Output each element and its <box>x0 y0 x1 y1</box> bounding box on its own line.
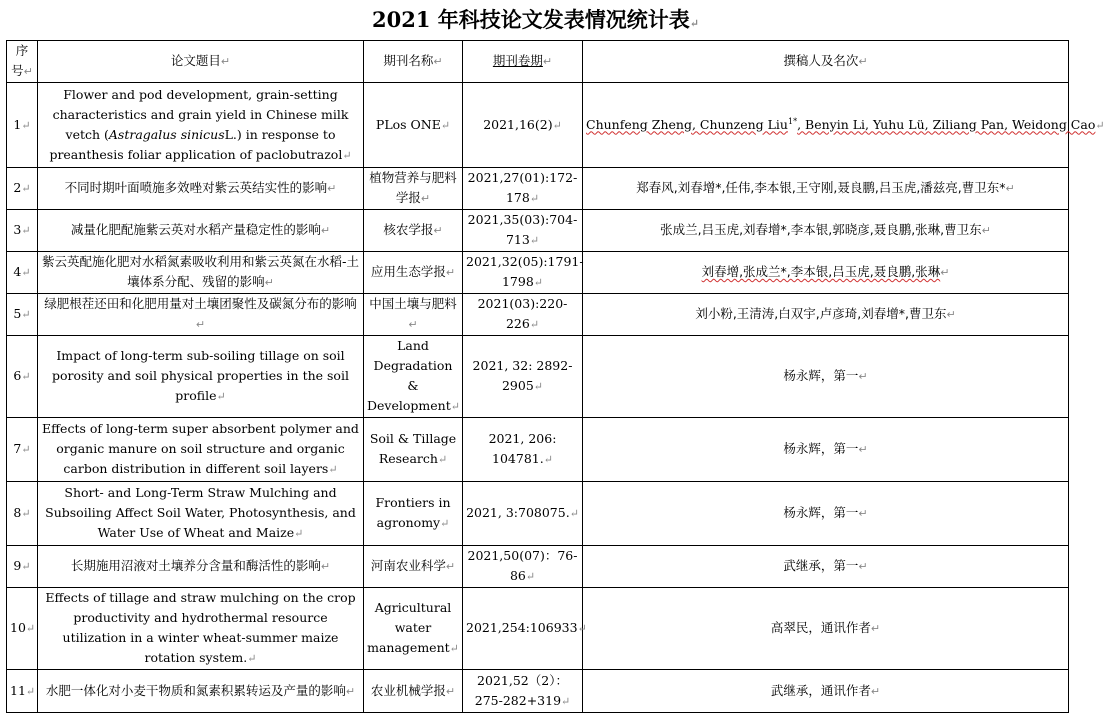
row-authors: 高翠民，通讯作者↵ <box>583 588 1069 670</box>
row-authors: 武继承，通讯作者↵ <box>583 670 1069 713</box>
page-title <box>0 6 1071 38</box>
row-volume: 2021,52（2）：275-282+319↵ <box>463 670 583 713</box>
table-row <box>7 210 1069 252</box>
row-authors: 刘小粉,王清涛,白双宇,卢彦琦,刘春增*,曹卫东↵ <box>583 294 1069 336</box>
table-row <box>7 83 1069 168</box>
table-row <box>7 336 1069 418</box>
row-volume: 2021,16(2)↵ <box>463 83 583 168</box>
table-row <box>7 546 1069 588</box>
header-row <box>7 41 1069 83</box>
return-mark: ↵ <box>689 17 699 30</box>
row-title: Effects of long-term super absorbent polymer and organic manure on soil structure and organic carbon distribution in different soil layers↵ <box>38 418 364 482</box>
row-title: Short- and Long-Term Straw Mulching and Subsoiling Affect Soil Water, Photosynthesis, and Water Use of Wheat and Maize↵ <box>38 482 364 546</box>
table-row <box>7 482 1069 546</box>
row-no: 11↵ <box>7 670 38 713</box>
header-volume: 期刊卷期↵ <box>463 41 583 83</box>
row-volume: 2021, 32: 2892-2905↵ <box>463 336 583 418</box>
row-journal: Frontiers in agronomy↵ <box>364 482 463 546</box>
row-authors: Chunfeng Zheng, Chunzeng Liu$^{1*}$, Benyin Li, Yuhu Lü, Ziliang Pan, Weidong Cao↵ <box>583 83 1069 168</box>
row-journal: Agricultural water management↵ <box>364 588 463 670</box>
row-title: Impact of long-term sub-soiling tillage on soil porosity and soil physical properties in the soil profile↵ <box>38 336 364 418</box>
row-volume: 2021, 3:708075.↵ <box>463 482 583 546</box>
row-journal: 农业机械学报↵ <box>364 670 463 713</box>
row-volume: 2021,50(07)：76-86↵ <box>463 546 583 588</box>
row-authors: 武继承，第一↵ <box>583 546 1069 588</box>
row-title: Flower and pod development, grain-setting characteristics and grain yield in Chinese milk vetch (Astragalus sinicusL.) in response to preanthesis foliar application of paclobutrazol↵ <box>38 83 364 168</box>
row-no: 5↵ <box>7 294 38 336</box>
row-volume: 2021,254:106933↵ <box>463 588 583 670</box>
row-no: 8↵ <box>7 482 38 546</box>
row-journal: Soil & Tillage Research↵ <box>364 418 463 482</box>
header-no: 序号↵ <box>7 41 38 83</box>
header-title: 论文题目↵ <box>38 41 364 83</box>
row-no: 4↵ <box>7 252 38 294</box>
title-text: 2021 年科技论文发表情况统计表 <box>372 7 690 32</box>
row-journal: 植物营养与肥料学报↵ <box>364 168 463 210</box>
row-title: Effects of tillage and straw mulching on the crop productivity and hydrothermal resource utilization in a winter wheat-summer maize rotation system.↵ <box>38 588 364 670</box>
row-volume: 2021,32(05):1791-1798↵ <box>463 252 583 294</box>
row-authors: 杨永辉，第一↵ <box>583 418 1069 482</box>
row-volume: 2021,35(03):704-713↵ <box>463 210 583 252</box>
table-row <box>7 670 1069 713</box>
row-title: 长期施用沼液对土壤养分含量和酶活性的影响↵ <box>38 546 364 588</box>
species-name: Astragalus sinicus <box>108 126 225 142</box>
row-journal: 中国土壤与肥料↵ <box>364 294 463 336</box>
row-title: 绿肥根茬还田和化肥用量对土壤团聚性及碳氮分布的影响↵ <box>38 294 364 336</box>
row-authors: 张成兰,吕玉虎,刘春增*,李本银,郭晓彦,聂良鹏,张琳,曹卫东↵ <box>583 210 1069 252</box>
row-no: 2↵ <box>7 168 38 210</box>
row-no: 9↵ <box>7 546 38 588</box>
table-row <box>7 252 1069 294</box>
table-row <box>7 418 1069 482</box>
row-journal: PLos ONE↵ <box>364 83 463 168</box>
publication-table <box>6 40 1105 713</box>
row-title: 水肥一体化对小麦干物质和氮素积累转运及产量的影响↵ <box>38 670 364 713</box>
row-no: 10↵ <box>7 588 38 670</box>
table-row <box>7 588 1069 670</box>
row-no: 7↵ <box>7 418 38 482</box>
header-authors: 撰稿人及名次↵ <box>583 41 1069 83</box>
row-title: 不同时期叶面喷施多效唑对紫云英结实性的影响↵ <box>38 168 364 210</box>
table-row <box>7 294 1069 336</box>
row-no: 6↵ <box>7 336 38 418</box>
row-journal: 河南农业科学↵ <box>364 546 463 588</box>
row-title: 减量化肥配施紫云英对水稻产量稳定性的影响↵ <box>38 210 364 252</box>
row-journal: 核农学报↵ <box>364 210 463 252</box>
table-row <box>7 168 1069 210</box>
row-journal: Land Degradation & Development↵ <box>364 336 463 418</box>
row-authors: 杨永辉，第一↵ <box>583 336 1069 418</box>
row-volume: 2021(03):220-226↵ <box>463 294 583 336</box>
row-title: 紫云英配施化肥对水稻氮素吸收利用和紫云英氮在水稻-土壤体系分配、残留的影响↵ <box>38 252 364 294</box>
row-authors: 杨永辉，第一↵ <box>583 482 1069 546</box>
row-no: 1↵ <box>7 83 38 168</box>
row-journal: 应用生态学报↵ <box>364 252 463 294</box>
row-authors: 郑春风,刘春增*,任伟,李本银,王守刚,聂良鹏,吕玉虎,潘兹亮,曹卫东*↵ <box>583 168 1069 210</box>
row-no: 3↵ <box>7 210 38 252</box>
header-journal: 期刊名称↵ <box>364 41 463 83</box>
row-volume: 2021, 206: 104781.↵ <box>463 418 583 482</box>
row-volume: 2021,27(01):172-178↵ <box>463 168 583 210</box>
row-authors: 刘春增,张成兰*,李本银,吕玉虎,聂良鹏,张琳↵ <box>583 252 1069 294</box>
